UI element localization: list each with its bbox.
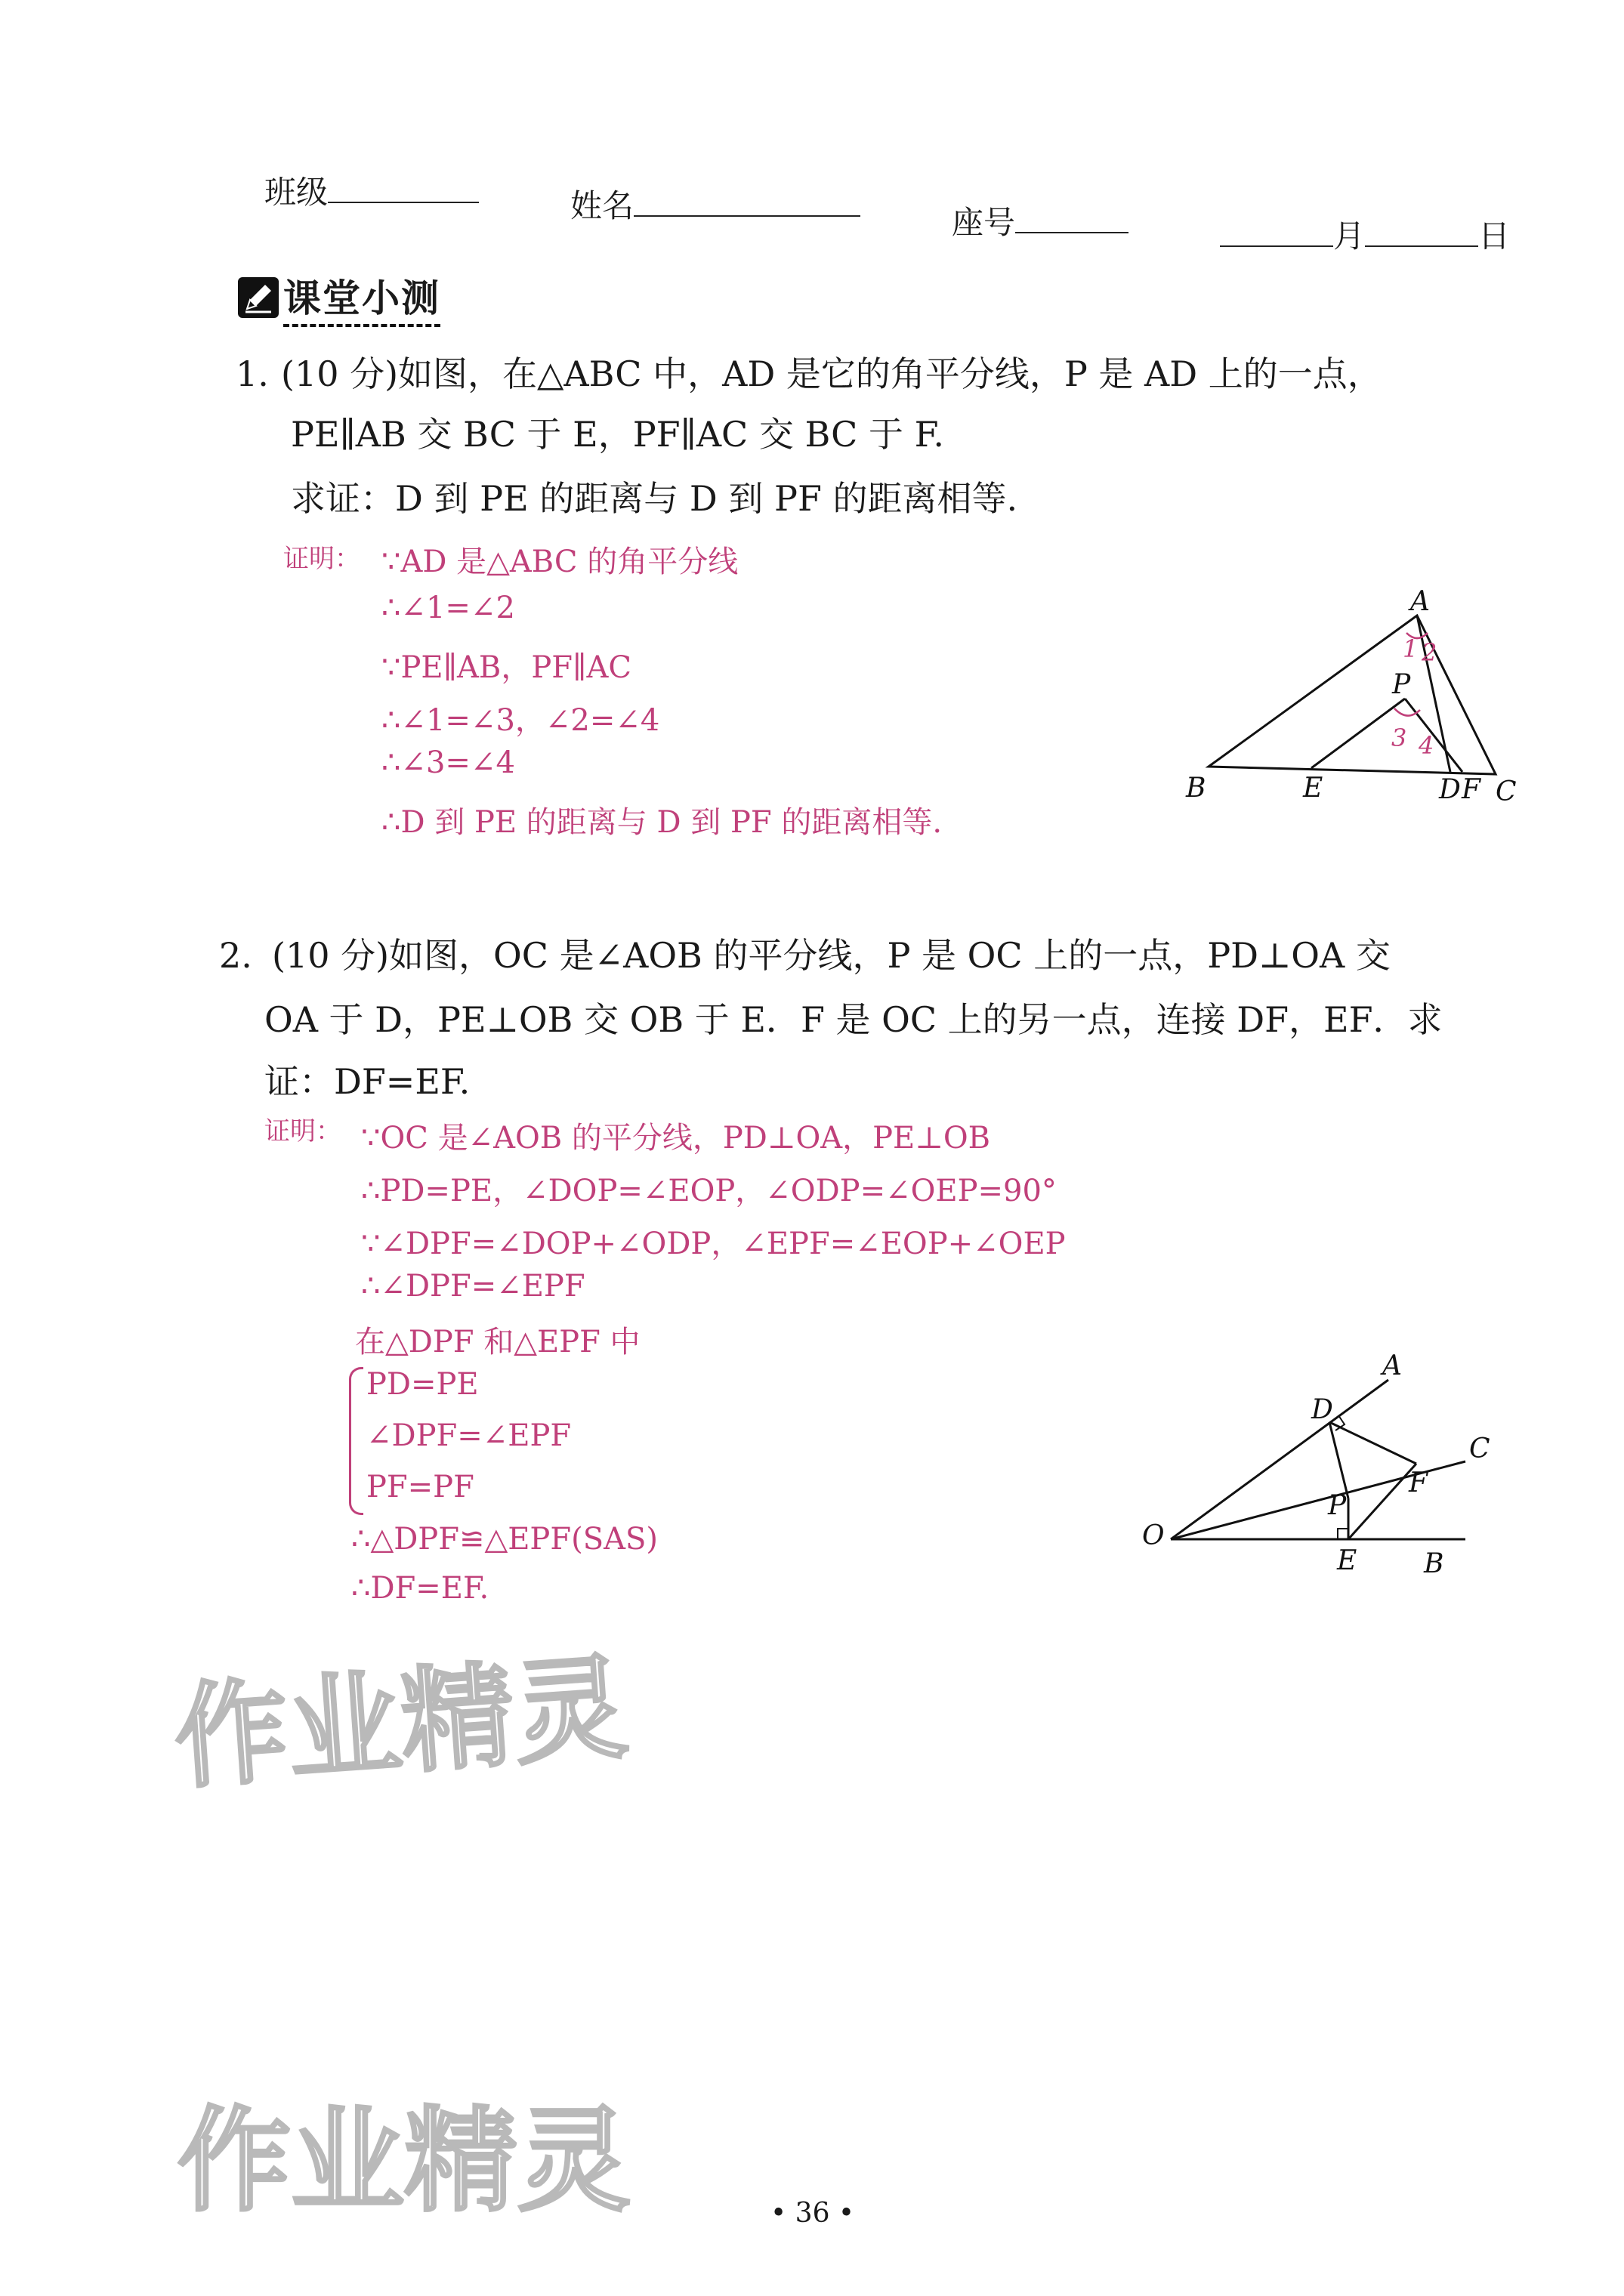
q1-line1: (10 分)如图，在△ABC 中，AD 是它的角平分线，P 是 AD 上的一点， bbox=[281, 353, 1382, 394]
section-heading bbox=[238, 268, 440, 327]
brace-icon bbox=[349, 1367, 363, 1515]
q2-line1: (10 分)如图，OC 是∠AOB 的平分线，P 是 OC 上的一点，PD⊥OA 交 bbox=[272, 935, 1391, 976]
q2-answer-line: ∵OC 是∠AOB 的平分线，PD⊥OA，PE⊥OB bbox=[361, 1121, 991, 1156]
seat-blank[interactable] bbox=[1015, 232, 1128, 233]
q1-line3: 求证：D 到 PE 的距离与 D 到 PF 的距离相等. bbox=[291, 478, 1018, 519]
q1-answer-line: ∵AD 是△ABC 的角平分线 bbox=[381, 545, 739, 579]
q1-answer-line: ∴∠1=∠2 bbox=[381, 591, 515, 625]
label-f: F bbox=[1462, 774, 1480, 805]
q1-triangle-figure bbox=[1178, 574, 1533, 823]
label-angle-4: 4 bbox=[1419, 731, 1434, 760]
q1-number: 1. bbox=[236, 353, 269, 394]
seat-label: 座号 bbox=[952, 204, 1016, 241]
label-a: A bbox=[1410, 586, 1430, 617]
label-d: D bbox=[1311, 1394, 1333, 1425]
class-label: 班级 bbox=[264, 174, 329, 211]
label-angle-1: 1 bbox=[1403, 634, 1419, 663]
seat-field bbox=[952, 198, 1128, 243]
day-blank[interactable] bbox=[1365, 245, 1478, 247]
q2-answer-line: ∴DF=EF. bbox=[351, 1571, 489, 1606]
segment-df bbox=[1329, 1422, 1416, 1464]
ray-oa bbox=[1171, 1380, 1388, 1539]
day-label: 日 bbox=[1478, 218, 1511, 255]
segment-pd bbox=[1329, 1422, 1348, 1498]
label-angle-3: 3 bbox=[1391, 724, 1407, 752]
name-label: 姓名 bbox=[570, 187, 634, 224]
page-number: • 36 • bbox=[770, 2198, 855, 2229]
month-blank[interactable] bbox=[1220, 245, 1333, 247]
watermark-upper: 作业精灵 bbox=[170, 1642, 632, 1805]
q2-answer-label: 证明： bbox=[264, 1116, 341, 1146]
class-field bbox=[264, 168, 479, 213]
watermark-lower: 作业精灵 bbox=[178, 2096, 631, 2227]
q1-answer-line: ∴D 到 PE 的距离与 D 到 PF 的距离相等. bbox=[381, 805, 943, 840]
label-a: A bbox=[1382, 1350, 1402, 1381]
right-angle-e bbox=[1338, 1529, 1348, 1539]
q2-answer-line: ∵∠DPF=∠DOP+∠ODP，∠EPF=∠EOP+∠OEP bbox=[361, 1227, 1066, 1261]
label-c: C bbox=[1469, 1433, 1490, 1464]
name-blank[interactable] bbox=[634, 215, 860, 217]
label-angle-2: 2 bbox=[1422, 638, 1437, 667]
q2-line2: OA 于 D，PE⊥OB 交 OB 于 E．F 是 OC 上的另一点，连接 DF，EF．求 bbox=[264, 999, 1443, 1040]
label-e: E bbox=[1337, 1545, 1357, 1576]
date-field bbox=[1220, 211, 1510, 257]
q2-answer-line: ∠DPF=∠EPF bbox=[366, 1418, 572, 1453]
q1-answer-line: ∴∠3=∠4 bbox=[381, 745, 515, 780]
label-f: F bbox=[1409, 1467, 1428, 1498]
class-blank[interactable] bbox=[328, 202, 479, 203]
label-c: C bbox=[1496, 776, 1517, 807]
month-label: 月 bbox=[1333, 218, 1366, 255]
q2-answer-line: ∴∠DPF=∠EPF bbox=[361, 1269, 585, 1304]
label-d: D bbox=[1439, 774, 1461, 805]
q2-answer-line: PD=PE bbox=[366, 1367, 479, 1402]
segment-ef bbox=[1348, 1464, 1416, 1539]
label-o: O bbox=[1142, 1520, 1165, 1551]
name-field bbox=[570, 181, 860, 227]
section-title: 课堂小测 bbox=[283, 268, 440, 327]
label-b: B bbox=[1424, 1548, 1444, 1578]
q1-answer-label: 证明： bbox=[283, 544, 360, 574]
q1-line2: PE∥AB 交 BC 于 E，PF∥AC 交 BC 于 F. bbox=[291, 414, 944, 455]
label-b: B bbox=[1186, 773, 1206, 804]
q2-number: 2. bbox=[219, 935, 252, 976]
q1-answer-line: ∵PE∥AB，PF∥AC bbox=[381, 650, 631, 685]
q2-angle-figure bbox=[1133, 1344, 1511, 1578]
q2-answer-line: PF=PF bbox=[366, 1470, 474, 1504]
label-p: P bbox=[1392, 669, 1411, 700]
q2-answer-line: 在△DPF 和△EPF 中 bbox=[355, 1325, 641, 1359]
q2-answer-line: ∴PD=PE，∠DOP=∠EOP，∠ODP=∠OEP=90° bbox=[361, 1174, 1057, 1208]
pencil-icon bbox=[238, 277, 279, 318]
triangle-abc bbox=[1209, 616, 1496, 774]
q2-line3: 证：DF=EF. bbox=[264, 1061, 471, 1102]
label-p: P bbox=[1328, 1490, 1347, 1521]
q2-answer-line: ∴△DPF≌△EPF(SAS) bbox=[351, 1522, 658, 1557]
q1-answer-line: ∴∠1=∠3，∠2=∠4 bbox=[381, 703, 660, 738]
label-e: E bbox=[1303, 773, 1323, 804]
